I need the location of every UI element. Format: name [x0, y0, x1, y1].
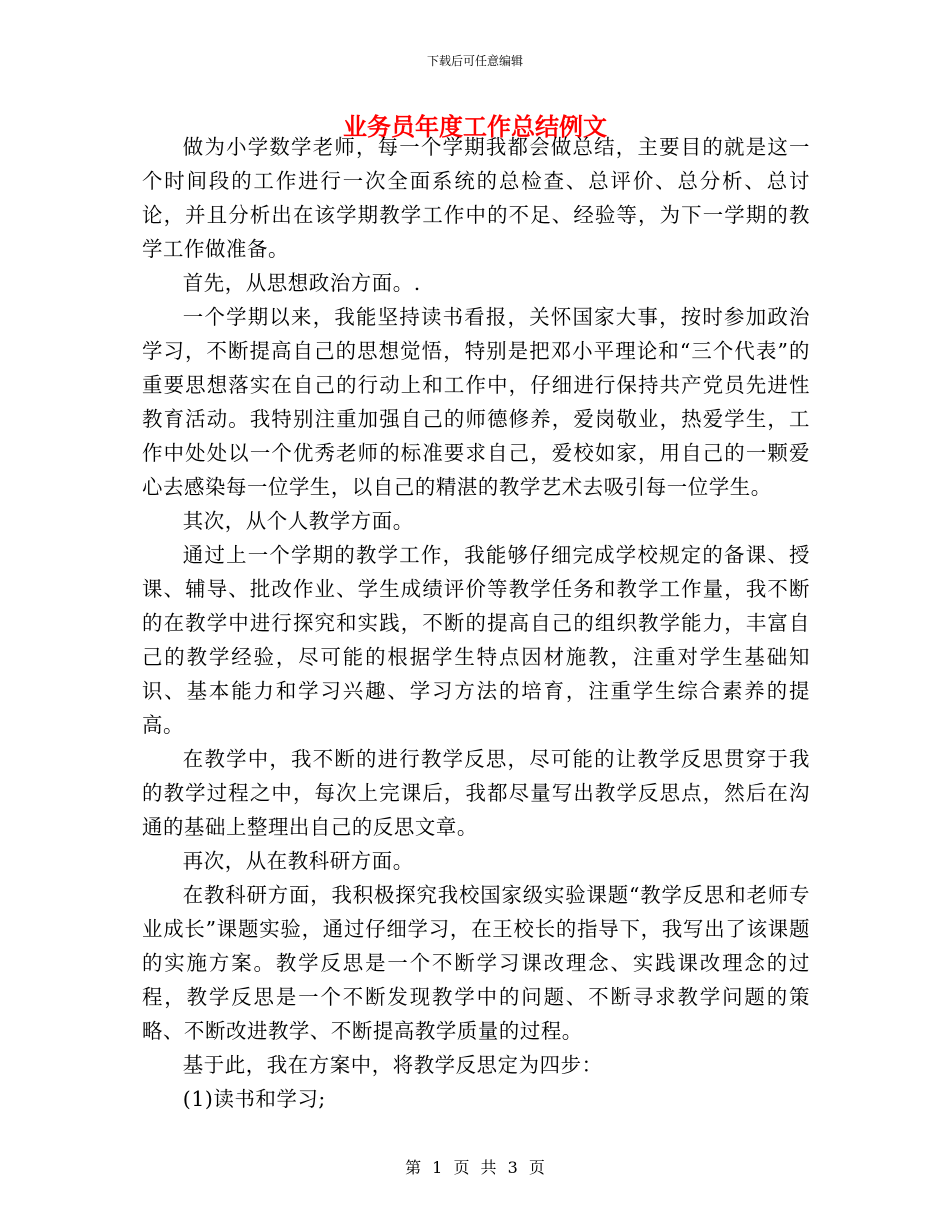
page-header: 下载后可任意编辑	[426, 54, 523, 68]
paragraph-teaching: 通过上一个学期的教学工作，我能够仔细完成学校规定的备课、授课、辅导、批改作业、学生成绩评价等教学任务和教学工作量，我不断的在教学中进行探究和实践，不断的提高自己的组织教学能力，丰富自己的教学经验，尽可能的根据学生特点因材施教，注重对学生基础知识、基本能力和学习兴趣、学习方法的培育，注重学生综合素养的提高。	[142, 543, 810, 737]
paragraph-step-1: (1)读书和学习;	[182, 1087, 326, 1111]
paragraph-heading-research: 再次，从在教科研方面。	[182, 849, 414, 873]
page-footer: 第 1 页 共 3 页	[405, 1158, 545, 1177]
paragraph-steps-intro: 基于此，我在方案中，将教学反思定为四步：	[182, 1053, 603, 1077]
paragraph-heading-politics: 首先，从思想政治方面。.	[182, 271, 421, 295]
document-body	[142, 130, 810, 1116]
paragraph-intro: 做为小学数学老师，每一个学期我都会做总结，主要目的就是这一个时间段的工作进行一次全面系统的总检查、总评价、总分析、总讨论，并且分析出在该学期教学工作中的不足、经验等，为下一学期的教学工作做准备。	[142, 135, 810, 261]
paragraph-heading-teaching: 其次，从个人教学方面。	[182, 509, 414, 533]
paragraph-reflection: 在教学中，我不断的进行教学反思，尽可能的让教学反思贯穿于我的教学过程之中，每次上完课后，我都尽量写出教学反思点，然后在沟通的基础上整理出自己的反思文章。	[142, 747, 810, 839]
document-title: 业务员年度工作总结例文	[343, 113, 607, 141]
paragraph-research: 在教科研方面，我积极探究我校国家级实验课题“教学反思和老师专业成长”课题实验，通过仔细学习，在王校长的指导下，我写出了该课题的实施方案。教学反思是一个不断学习课改理念、实践课改理念的过程，教学反思是一个不断发现教学中的问题、不断寻求教学问题的策略、不断改进教学、不断提高教学质量的过程。	[142, 883, 810, 1043]
paragraph-politics: 一个学期以来，我能坚持读书看报，关怀国家大事，按时参加政治学习，不断提高自己的思想觉悟，特别是把邓小平理论和“三个代表”的重要思想落实在自己的行动上和工作中，仔细进行保持共产党员先进性教育活动。我特别注重加强自己的师德修养，爱岗敬业，热爱学生，工作中处处以一个优秀老师的标准要求自己，爱校如家，用自己的一颗爱心去感染每一位学生，以自己的精湛的教学艺术去吸引每一位学生。	[142, 305, 810, 499]
